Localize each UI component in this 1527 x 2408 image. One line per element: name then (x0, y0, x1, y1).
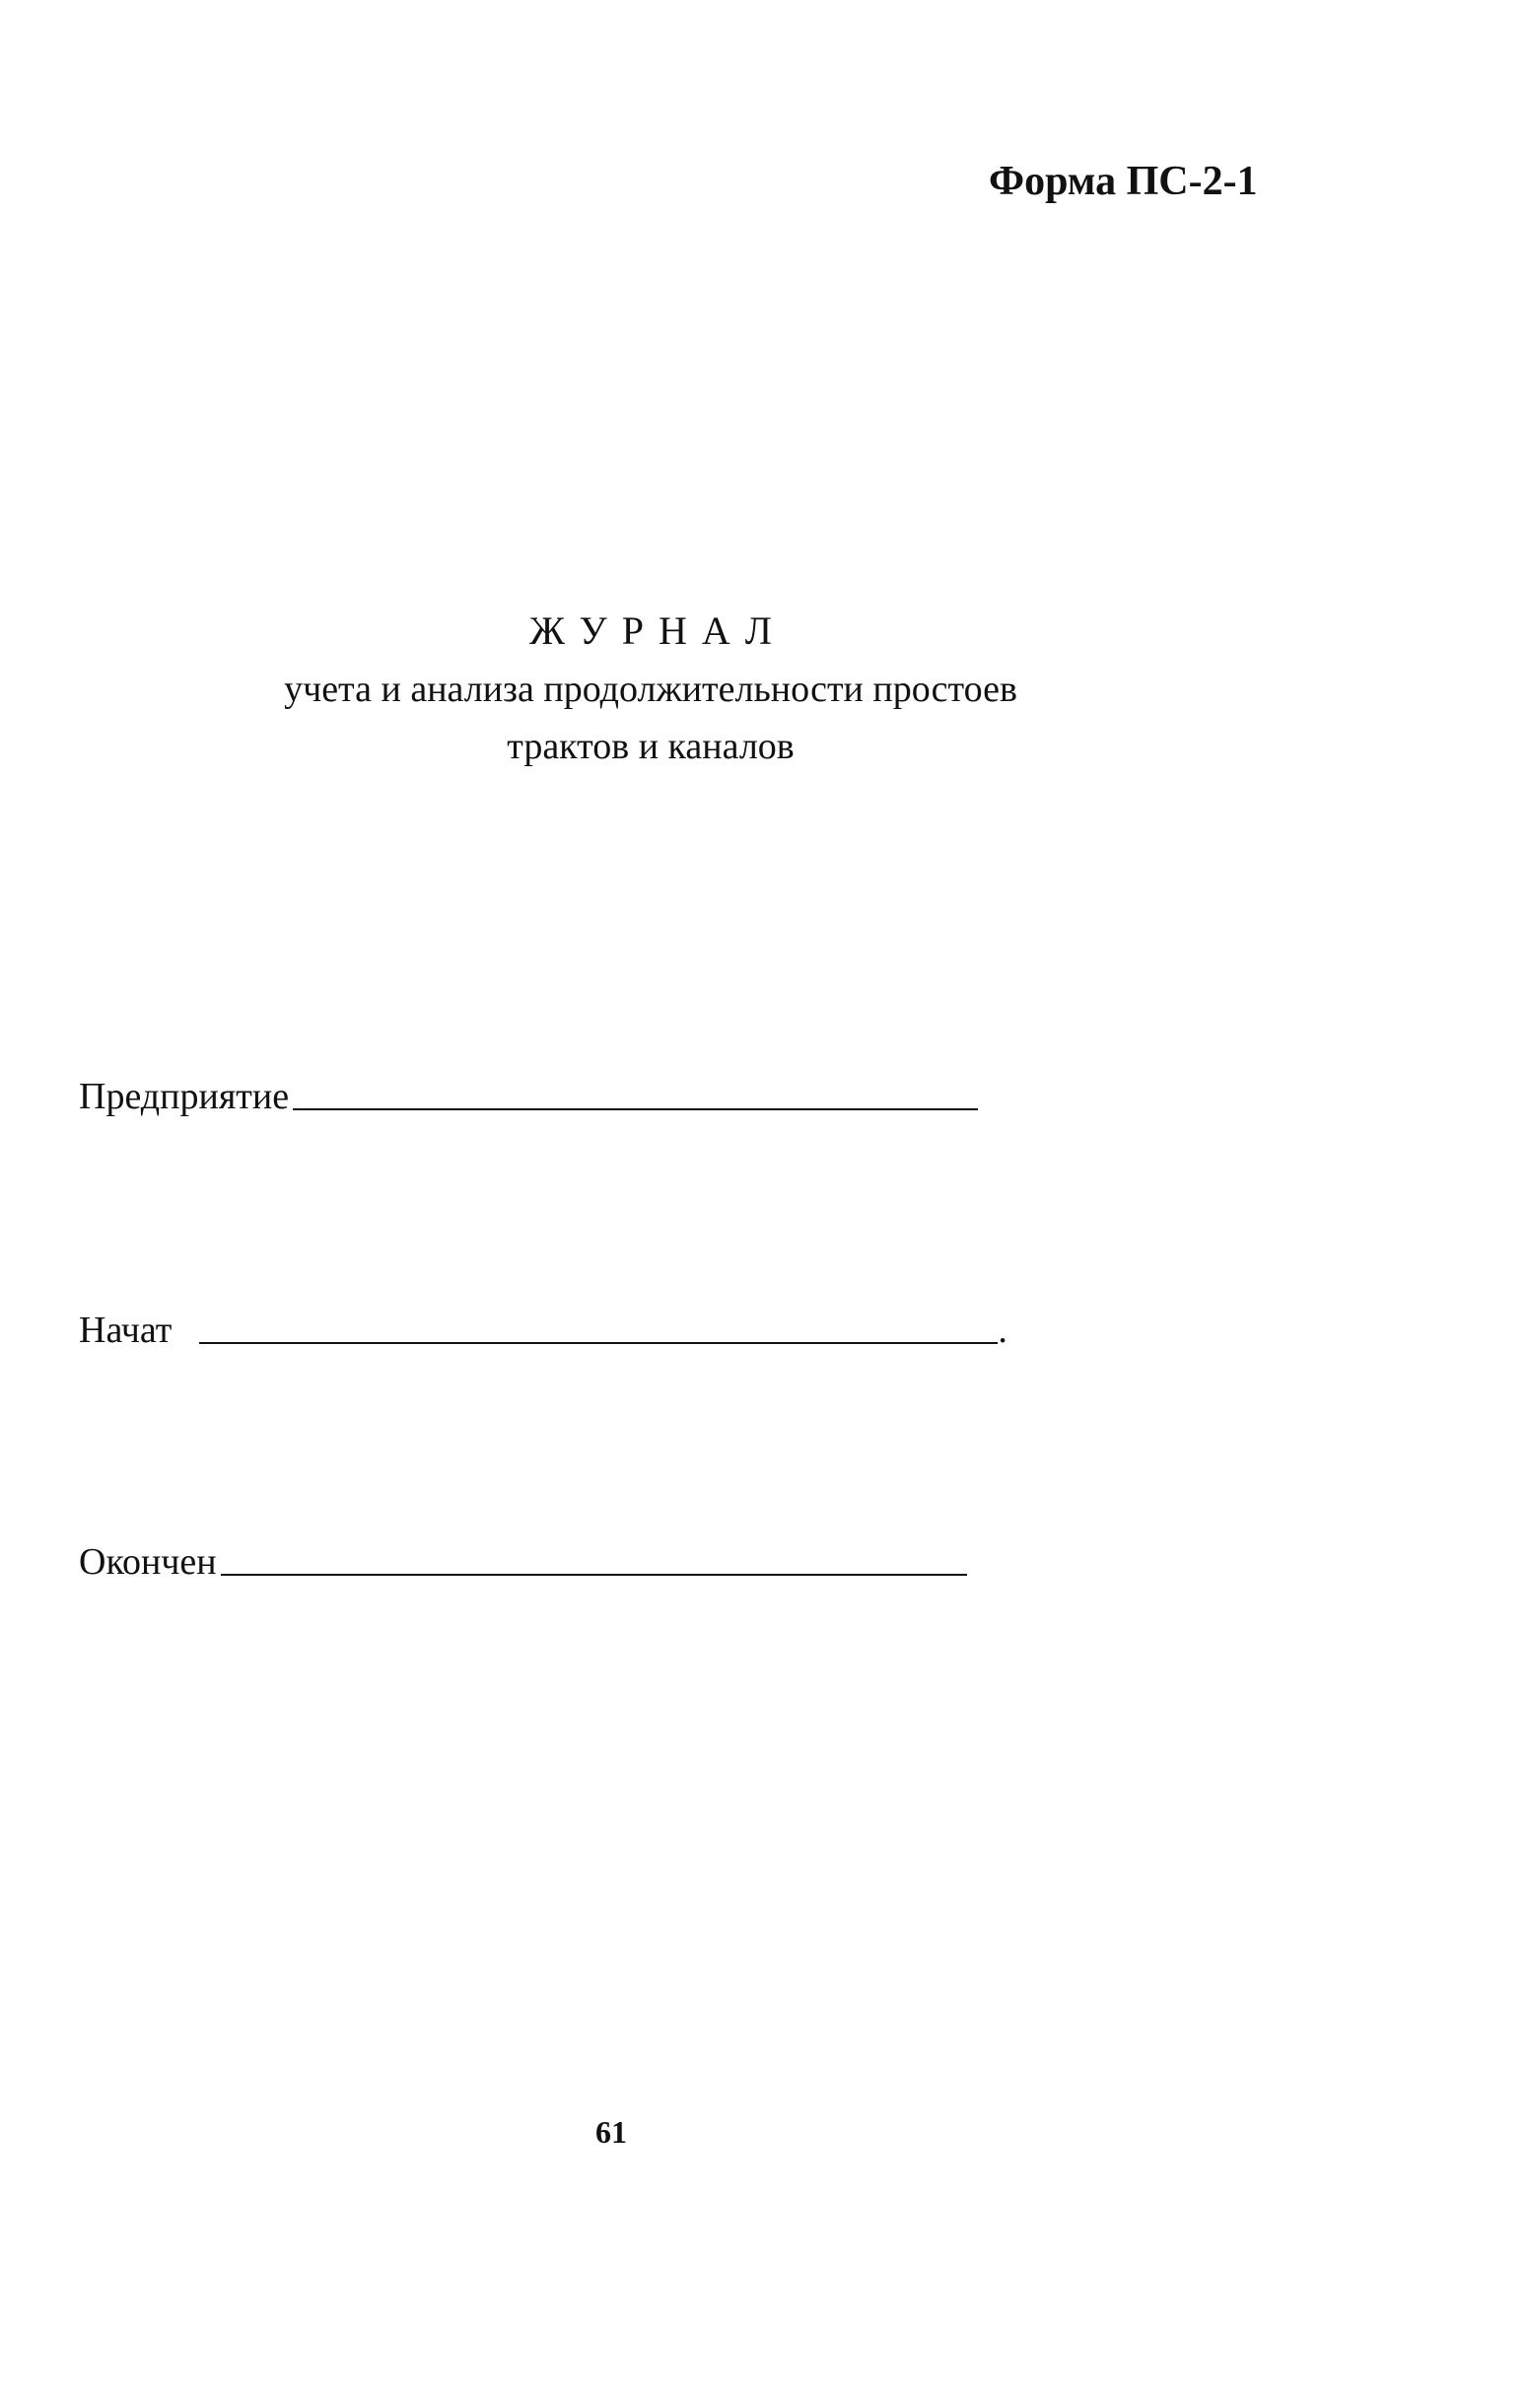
end-date-field (79, 1543, 967, 1581)
start-label: Начат (79, 1310, 173, 1351)
enterprise-field (79, 1078, 978, 1115)
journal-title: ЖУРНАЛ (529, 608, 787, 653)
enterprise-label: Предприятие (79, 1076, 290, 1117)
journal-subtitle-line-2: трактов и каналов (507, 726, 795, 767)
enterprise-blank-line (293, 1106, 978, 1110)
start-trailing-dot: . (998, 1310, 1007, 1351)
page-number: 61 (595, 2114, 627, 2150)
start-date-field (79, 1311, 1007, 1349)
start-blank-line (199, 1340, 998, 1344)
journal-title-block (0, 608, 1301, 767)
form-code: Форма ПС-2-1 (989, 159, 1258, 204)
end-label: Окончен (79, 1541, 217, 1583)
end-blank-line (221, 1572, 967, 1576)
journal-subtitle-line-1: учета и анализа продолжительности простоев (284, 669, 1017, 710)
